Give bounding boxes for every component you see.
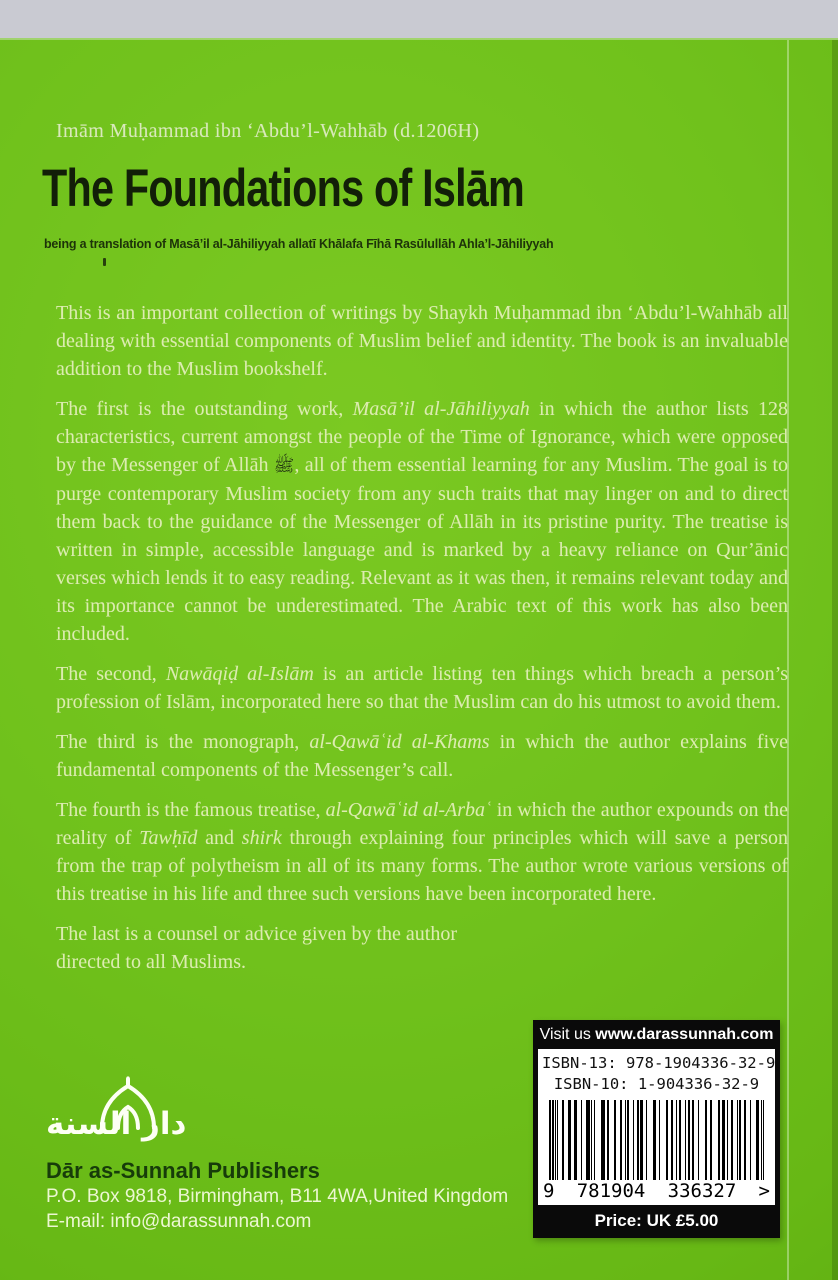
visit-us-bar [538,1023,775,1049]
barcode-digit-group: 781904 [576,1180,646,1202]
barcode-digits [542,1180,771,1203]
publisher-logo-arabic: دار السنة [46,1106,187,1142]
paragraph: The third is the monograph, al-Qawāʿid al-Khams in which the author explains five fundamental components of the Messenger’s call. [56,731,789,781]
visit-us-label: Visit us [539,1026,596,1043]
barcode-white-panel [538,1049,775,1205]
book-subtitle: being a translation of Masā’il al-Jāhiliyyah allatī Khālafa Fīhā Rasūlullāh Ahla’l-Jāhiliyyah [44,236,554,251]
price-label: Price: UK £5.00 [594,1211,719,1230]
cover-edge-shadow [832,40,838,1280]
isbn-10: ISBN-10: 1-904336-32-9 [553,1075,760,1093]
barcode-digit-group: 9 [543,1180,555,1202]
barcode-digit-group: 336327 [667,1180,737,1202]
back-text [56,299,788,988]
publisher-email: E-mail: info@darassunnah.com [46,1211,312,1232]
publisher-address: P.O. Box 9818, Birmingham, B11 4WA,United Kingdom [46,1186,509,1207]
ean-barcode [549,1100,764,1180]
isbn-13: ISBN-13: 978-1904336-32-9 [542,1054,776,1072]
barcode-digit-group: > [758,1180,770,1202]
paragraph: The fourth is the famous treatise, al-Qawāʿid al-Arbaʿ in which the author expounds on the reality of Tawḥīd and shirk through explaining four principles which will save a person from the trap of polytheism in all of its many forms. The author wrote various versions of this treatise in his life and three such versions have been incorporated here. [56,799,789,905]
author-line: Imām Muḥammad ibn ‘Abdu’l-Wahhāb (d.1206H) [56,120,480,142]
paragraph: This is an important collection of writings by Shaykh Muḥammad ibn ‘Abdu’l-Wahhāb all dealing with essential components of Muslim belief and identity. The book is an invaluable addition to the Muslim bookshelf. [56,302,788,380]
paragraph: The first is the outstanding work, Masā’il al-Jāhiliyyah in which the author lists 128 characteristics, current amongst the people of the Time of Ignorance, which were opposed by the Messenger of Allāh ﷺ, all of them essential learning for any Muslim. The goal is to purge contemporary Muslim society from any such traits that may linger on and to direct them back to the guidance of the Messenger of Allāh in its pristine purity. The treatise is written in simple, accessible language and is marked by a heavy reliance on Qur’ānic verses which lends it to easy reading. Relevant as it was then, it remains relevant today and its importance cannot be underestimated. The Arabic text of this work has also been included. [56,398,788,645]
publisher-name: Dār as-Sunnah Publishers [46,1158,320,1183]
book-title: The Foundations of Islām [42,159,524,218]
paragraph: The last is a counsel or advice given by the author directed to all Muslims. [56,923,457,973]
isbn-barcode-box [533,1020,780,1238]
publisher-website-url: www.darassunnah.com [595,1026,774,1043]
paragraph: The second, Nawāqiḍ al-Islām is an article listing ten things which breach a person’s profession of Islām, incorporated here so that the Muslim can do his utmost to avoid them. [56,663,788,713]
print-artifact-tick [103,258,106,266]
